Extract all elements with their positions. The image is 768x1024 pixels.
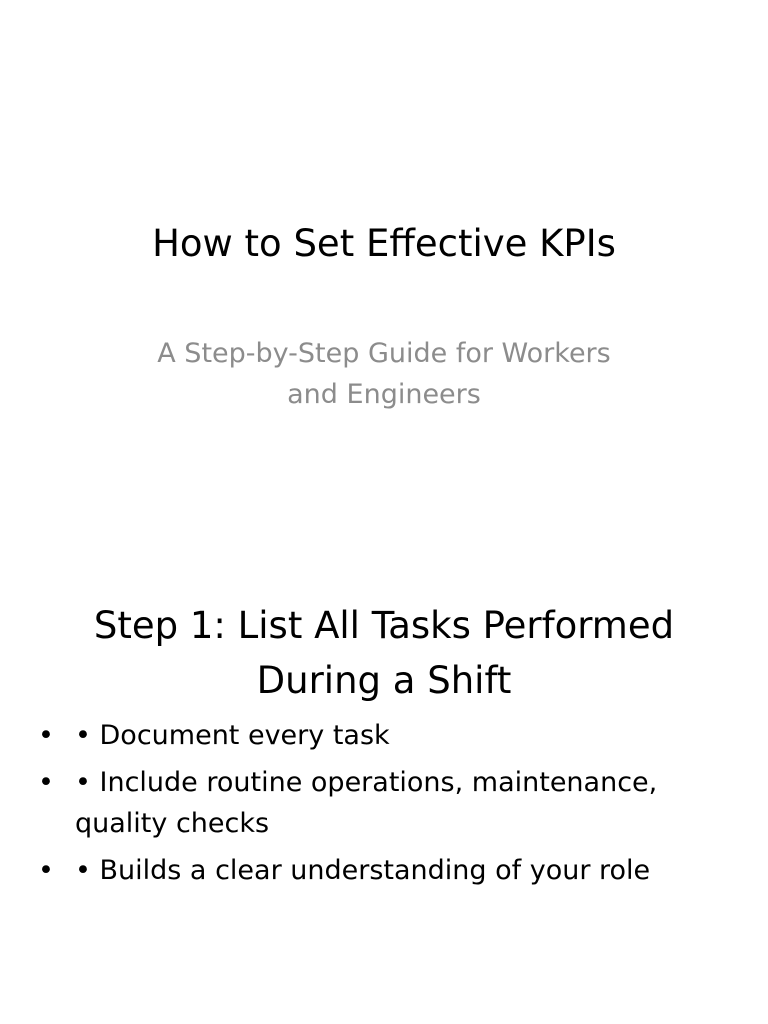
- bullet-icon: •: [38, 720, 54, 751]
- slide-subtitle: A Step-by-Step Guide for Workers and Engineers: [157, 338, 611, 410]
- slide-title: How to Set Effective KPIs: [152, 222, 616, 265]
- bullet-text: • Include routine operations, maintenance, quality checks: [75, 767, 658, 839]
- list-item: [38, 715, 728, 756]
- bullet-text: • Document every task: [75, 720, 390, 751]
- slide-title: Step 1: List All Tasks Performed During a Shift: [93, 604, 675, 702]
- list-item: [38, 850, 728, 891]
- content-slide: [0, 512, 768, 1024]
- bullet-list: [38, 715, 728, 897]
- bullet-icon: •: [38, 767, 54, 798]
- bullet-text: • Builds a clear understanding of your role: [75, 855, 651, 886]
- bullet-icon: •: [38, 855, 54, 886]
- list-item: [38, 762, 728, 844]
